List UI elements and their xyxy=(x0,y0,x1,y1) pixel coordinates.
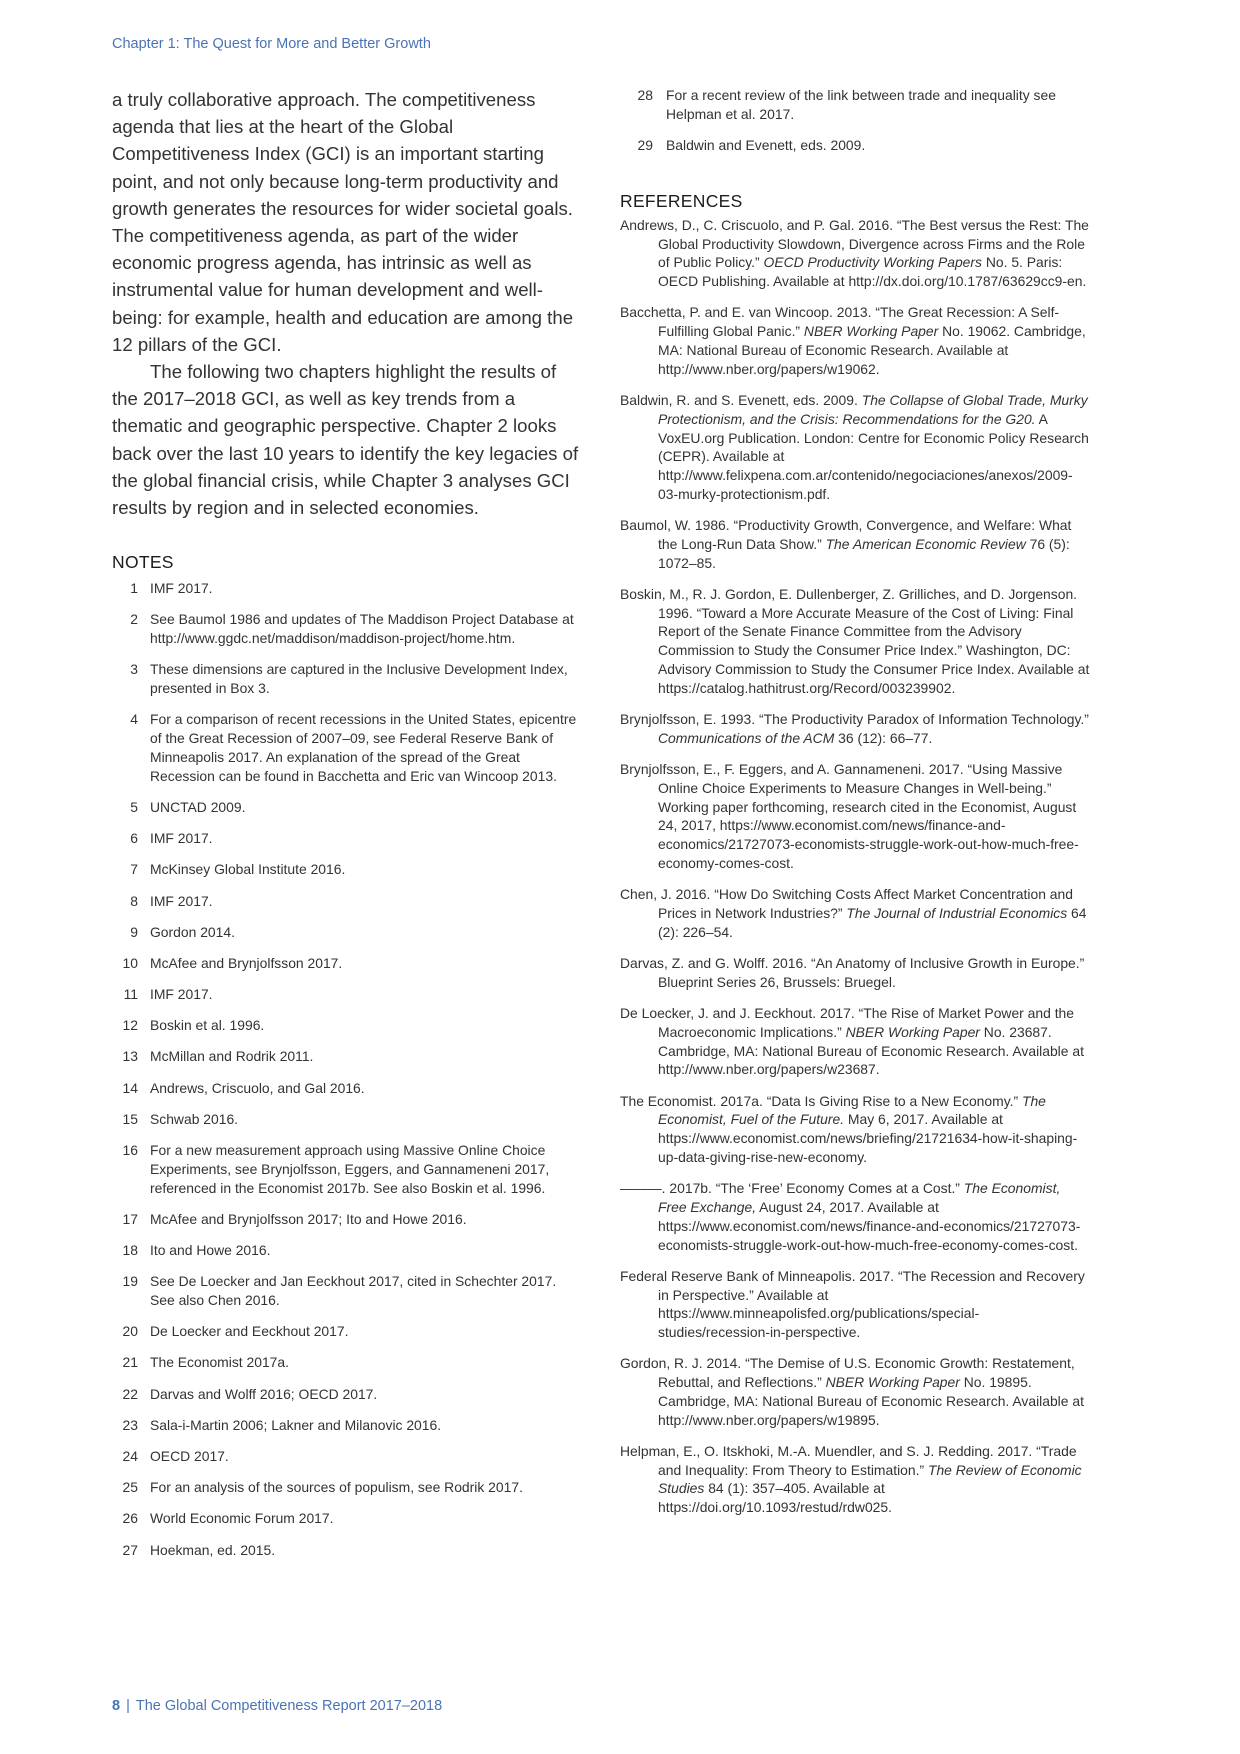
note-number: 9 xyxy=(130,923,138,940)
reference-title: The American Economic Review xyxy=(825,535,1026,552)
reference-text: Boskin, M., R. J. Gordon, E. Dullenberger, Z. Grilliches, and D. Jorgenson. 1996. “Toward a More Accurate Measure of the Cost of Living: Final Report of the Senate Finance Committee from the Advisory Commission to Study the Consumer Price Index.” Washington, DC: Advisory Commission to Study the Consumer Price Index. Available at https://catalog.hathitrust.org/Record/003239902. xyxy=(620,585,1090,696)
note-number: 15 xyxy=(122,1110,138,1127)
page-number: 8 xyxy=(112,1698,121,1714)
note-item xyxy=(112,892,582,911)
note-item xyxy=(112,1478,582,1497)
reference-details: No. 5. Paris: OECD Publishing. Available at http://dx.doi.org/10.1787/63629cc9-en. xyxy=(658,254,1087,290)
reference-text: Baumol, W. 1986. “Productivity Growth, Convergence, and Welfare: What the Long-Run Data Show.” xyxy=(620,517,1072,552)
reference-details: No. 19895. Cambridge, MA: National Bureau of Economic Research. Available at http://www.nber.org/papers/w19895. xyxy=(658,1374,1084,1428)
note-number: 11 xyxy=(123,986,138,1003)
note-item xyxy=(112,1141,582,1197)
reference-details: 64 (2): 226–54. xyxy=(658,905,1087,940)
reference-title: The Journal of Industrial Economics xyxy=(846,905,1068,922)
note-number: 22 xyxy=(122,1385,138,1402)
note-number: 4 xyxy=(130,711,138,728)
reference-text: Brynjolfsson, E., F. Eggers, and A. Gannameneni. 2017. “Using Massive Online Choice Experiments to Measure Changes in Well-being.” Working paper forthcoming, research cited in the Economist, August 24, 2017, https://www.economist.com/news/finance-and-economics/21727073-economists-struggle-work-out-how-much-free-economy-comes-cost. xyxy=(620,761,1079,872)
note-number: 28 xyxy=(637,87,653,103)
reference-title: NBER Working Paper xyxy=(803,323,939,340)
note-number: 25 xyxy=(122,1479,138,1496)
note-item xyxy=(112,954,582,973)
reference-details: May 6, 2017. Available at https://www.economist.com/news/briefing/21721634-how-it-shaping-up-data-giving-rise-new-economy. xyxy=(658,1111,1078,1165)
reference-text: Brynjolfsson, E. 1993. “The Productivity Paradox of Information Technology.” xyxy=(620,711,1089,728)
note-number: 1 xyxy=(130,580,138,597)
note-text: Ito and Howe 2016. xyxy=(150,1242,271,1259)
note-item xyxy=(112,660,582,698)
reference-item xyxy=(620,1092,1090,1167)
reference-item xyxy=(620,585,1090,698)
note-number: 24 xyxy=(122,1447,138,1464)
footer-separator: | xyxy=(126,1698,130,1714)
note-item xyxy=(112,1016,582,1035)
note-item xyxy=(112,579,582,598)
note-item xyxy=(112,1047,582,1066)
reference-item xyxy=(620,303,1090,378)
reference-details: No. 23687. Cambridge, MA: National Bureau of Economic Research. Available at http://www.nber.org/papers/w23687. xyxy=(658,1023,1084,1078)
note-item xyxy=(112,1509,582,1528)
note-text: The Economist 2017a. xyxy=(150,1354,289,1371)
note-text: For an analysis of the sources of populism, see Rodrik 2017. xyxy=(150,1479,523,1496)
publication-title: The Global Competitiveness Report 2017–2018 xyxy=(135,1698,443,1714)
reference-item xyxy=(620,391,1090,504)
reference-item xyxy=(620,1179,1090,1254)
note-number: 2 xyxy=(130,611,138,628)
note-item xyxy=(112,829,582,848)
note-text: For a recent review of the link between trade and inequality see Helpman et al. 2017. xyxy=(666,87,1056,122)
reference-details: A VoxEU.org Publication. London: Centre for Economic Policy Research (CEPR). Available at http://www.felixpena.com.ar/contenido/negociaciones/anexos/2009-03-murky-protectionism.pdf. xyxy=(658,410,1089,502)
note-text: Boskin et al. 1996. xyxy=(150,1017,265,1034)
reference-item xyxy=(620,710,1090,748)
note-text: McKinsey Global Institute 2016. xyxy=(150,861,346,878)
note-number: 5 xyxy=(130,798,138,815)
note-item xyxy=(112,1110,582,1129)
note-text: De Loecker and Eeckhout 2017. xyxy=(150,1323,349,1340)
note-number: 8 xyxy=(130,892,138,909)
reference-title: The Review of Economic Studies xyxy=(658,1461,1082,1497)
note-item xyxy=(112,1541,582,1560)
note-number: 21 xyxy=(122,1354,138,1371)
note-text: McMillan and Rodrik 2011. xyxy=(150,1048,314,1065)
reference-item xyxy=(620,1004,1090,1079)
note-text: OECD 2017. xyxy=(150,1447,229,1464)
body-paragraph-1: a truly collaborative approach. The competitiveness agenda that lies at the heart of the Global Competitiveness Index (GCI) is an important starting point, and not only because long-term productivity and growth generates the resources for wider societal goals. The competitiveness agenda, as part of the wider economic progress agenda, has intrinsic as well as instrumental value for human development and well-being: for example, health and education are among the 12 pillars of the GCI. xyxy=(112,89,574,355)
note-number: 6 xyxy=(130,830,138,847)
references-list xyxy=(620,216,1090,1517)
note-text: IMF 2017. xyxy=(150,986,213,1003)
note-item xyxy=(620,136,1090,155)
note-item xyxy=(112,1322,582,1341)
note-item xyxy=(112,1210,582,1229)
note-text: See De Loecker and Jan Eeckhout 2017, cited in Schechter 2017. See also Chen 2016. xyxy=(150,1273,557,1308)
note-text: These dimensions are captured in the Inclusive Development Index, presented in Box 3. xyxy=(150,661,568,697)
note-number: 27 xyxy=(122,1541,138,1558)
reference-text: Andrews, D., C. Criscuolo, and P. Gal. 2016. “The Best versus the Rest: The Global Productivity Slowdown, Divergence across Firms and the Role of Public Policy.” xyxy=(620,216,1089,271)
reference-text: Helpman, E., O. Itskhoki, M.-A. Muendler, and S. J. Redding. 2017. “Trade and Inequality: From Theory to Estimation.” xyxy=(620,1442,1077,1478)
note-item xyxy=(112,610,582,648)
reference-title: NBER Working Paper xyxy=(825,1374,960,1391)
note-number: 26 xyxy=(122,1510,138,1527)
note-number: 12 xyxy=(122,1017,138,1034)
references-heading: REFERENCES xyxy=(620,190,743,211)
note-text: For a comparison of recent recessions in the United States, epicentre of the Great Recession of 2007–09, see Federal Reserve Bank of Minneapolis 2017. An explanation of the spread of the Great Recession can be found in Bacchetta and Eric van Wincoop 2013. xyxy=(150,711,577,784)
note-number: 23 xyxy=(122,1416,138,1433)
page-footer xyxy=(112,1698,442,1714)
reference-details: August 24, 2017. Available at https://www.economist.com/news/finance-and-economics/21727073-economists-struggle-work-out-how-much-free-economy-comes-cost. xyxy=(658,1198,1081,1253)
note-text: Baldwin and Evenett, eds. 2009. xyxy=(666,136,866,153)
reference-item xyxy=(620,216,1090,291)
note-number: 14 xyxy=(122,1079,138,1096)
note-text: UNCTAD 2009. xyxy=(150,798,246,815)
note-item xyxy=(112,1416,582,1435)
notes-heading: NOTES xyxy=(112,552,174,573)
note-text: IMF 2017. xyxy=(150,830,213,847)
running-header: Chapter 1: The Quest for More and Better Growth xyxy=(112,36,431,52)
reference-item xyxy=(620,885,1090,941)
note-item xyxy=(112,985,582,1004)
right-column xyxy=(620,86,1090,1529)
note-number: 19 xyxy=(122,1273,138,1290)
note-text: Sala-i-Martin 2006; Lakner and Milanovic 2016. xyxy=(150,1416,442,1433)
reference-text: Chen, J. 2016. “How Do Switching Costs Affect Market Concentration and Prices in Network Industries?” xyxy=(620,886,1073,922)
note-text: For a new measurement approach using Massive Online Choice Experiments, see Brynjolfsson, Eggers, and Gannameneni 2017, referenced in the Economist 2017b. See also Boskin et al. 1996. xyxy=(150,1142,550,1196)
reference-title: OECD Productivity Working Papers xyxy=(763,254,982,271)
note-number: 7 xyxy=(130,861,138,878)
note-item xyxy=(112,1272,582,1310)
reference-title: Communications of the ACM xyxy=(658,729,835,746)
note-item xyxy=(112,1353,582,1372)
note-text: McAfee and Brynjolfsson 2017. xyxy=(150,954,343,971)
note-item xyxy=(112,798,582,817)
note-text: World Economic Forum 2017. xyxy=(150,1510,334,1527)
reference-item xyxy=(620,516,1090,572)
note-number: 13 xyxy=(122,1048,138,1065)
note-text: Schwab 2016. xyxy=(150,1110,239,1127)
note-item xyxy=(112,1447,582,1466)
note-number: 18 xyxy=(122,1242,138,1259)
reference-item xyxy=(620,1267,1090,1342)
note-text: McAfee and Brynjolfsson 2017; Ito and Howe 2016. xyxy=(150,1210,467,1227)
reference-details: 76 (5): 1072–85. xyxy=(658,535,1070,571)
reference-item xyxy=(620,954,1090,992)
note-number: 29 xyxy=(637,136,653,153)
note-item xyxy=(112,1241,582,1260)
notes-list xyxy=(112,579,582,1559)
note-text: Darvas and Wolff 2016; OECD 2017. xyxy=(150,1385,378,1402)
left-column xyxy=(112,86,582,1572)
reference-title: The Collapse of Global Trade, Murky Protectionism, and the Crisis: Recommendations for the G20. xyxy=(658,391,1088,427)
note-text: Andrews, Criscuolo, and Gal 2016. xyxy=(150,1079,365,1096)
note-item xyxy=(112,1079,582,1098)
reference-title: The Economist, Fuel of the Future. xyxy=(658,1092,1046,1128)
reference-text: Darvas, Z. and G. Wolff. 2016. “An Anatomy of Inclusive Growth in Europe.” Blueprint Series 26, Brussels: Bruegel. xyxy=(620,955,1085,990)
note-number: 10 xyxy=(122,954,138,971)
reference-details: 84 (1): 357–405. Available at https://doi.org/10.1093/restud/rdw025. xyxy=(658,1480,892,1516)
note-item xyxy=(112,860,582,879)
note-number: 16 xyxy=(122,1142,138,1159)
reference-item xyxy=(620,1354,1090,1429)
reference-text: ———. 2017b. “The ‘Free’ Economy Comes at a Cost.” xyxy=(620,1180,964,1197)
reference-details: No. 19062. Cambridge, MA: National Bureau of Economic Research. Available at http://www.nber.org/papers/w19062. xyxy=(658,323,1086,377)
reference-title: The Economist, Free Exchange, xyxy=(658,1180,1061,1215)
reference-text: The Economist. 2017a. “Data Is Giving Rise to a New Economy.” xyxy=(620,1092,1022,1109)
reference-item xyxy=(620,1442,1090,1517)
note-item xyxy=(112,710,582,785)
note-text: IMF 2017. xyxy=(150,892,213,909)
note-number: 3 xyxy=(130,661,138,678)
note-item xyxy=(112,1385,582,1404)
note-item xyxy=(620,86,1090,124)
reference-text: Federal Reserve Bank of Minneapolis. 2017. “The Recession and Recovery in Perspective.” Available at https://www.minneapolisfed.org/publications/special-studies/recession-in-perspective. xyxy=(620,1267,1085,1341)
notes-list-continued xyxy=(620,86,1090,155)
reference-item xyxy=(620,760,1090,873)
reference-text: Gordon, R. J. 2014. “The Demise of U.S. Economic Growth: Restatement, Rebuttal, and Reflections.” xyxy=(620,1355,1075,1391)
note-text: IMF 2017. xyxy=(150,580,213,597)
note-number: 20 xyxy=(122,1323,138,1340)
reference-text: De Loecker, J. and J. Eeckhout. 2017. “The Rise of Market Power and the Macroeconomic Implications.” xyxy=(620,1004,1075,1040)
reference-text: Baldwin, R. and S. Evenett, eds. 2009. xyxy=(620,391,862,408)
reference-details: 36 (12): 66–77. xyxy=(834,729,933,746)
note-number: 17 xyxy=(122,1210,138,1227)
reference-title: NBER Working Paper xyxy=(845,1023,980,1040)
body-paragraph-2: The following two chapters highlight the results of the 2017–2018 GCI, as well as key trends from a thematic and geographic perspective. Chapter 2 looks back over the last 10 years to identify the key legacies of the global financial crisis, while Chapter 3 analyses GCI results by region and in selected economies. xyxy=(112,361,579,519)
note-text: See Baumol 1986 and updates of The Maddison Project Database at http://www.ggdc.net/maddison/maddison-project/home.htm. xyxy=(150,611,574,647)
note-text: Gordon 2014. xyxy=(150,923,235,940)
reference-text: Bacchetta, P. and E. van Wincoop. 2013. “The Great Recession: A Self-Fulfilling Global Panic.” xyxy=(620,304,1060,340)
note-item xyxy=(112,923,582,942)
note-text: Hoekman, ed. 2015. xyxy=(150,1541,276,1558)
